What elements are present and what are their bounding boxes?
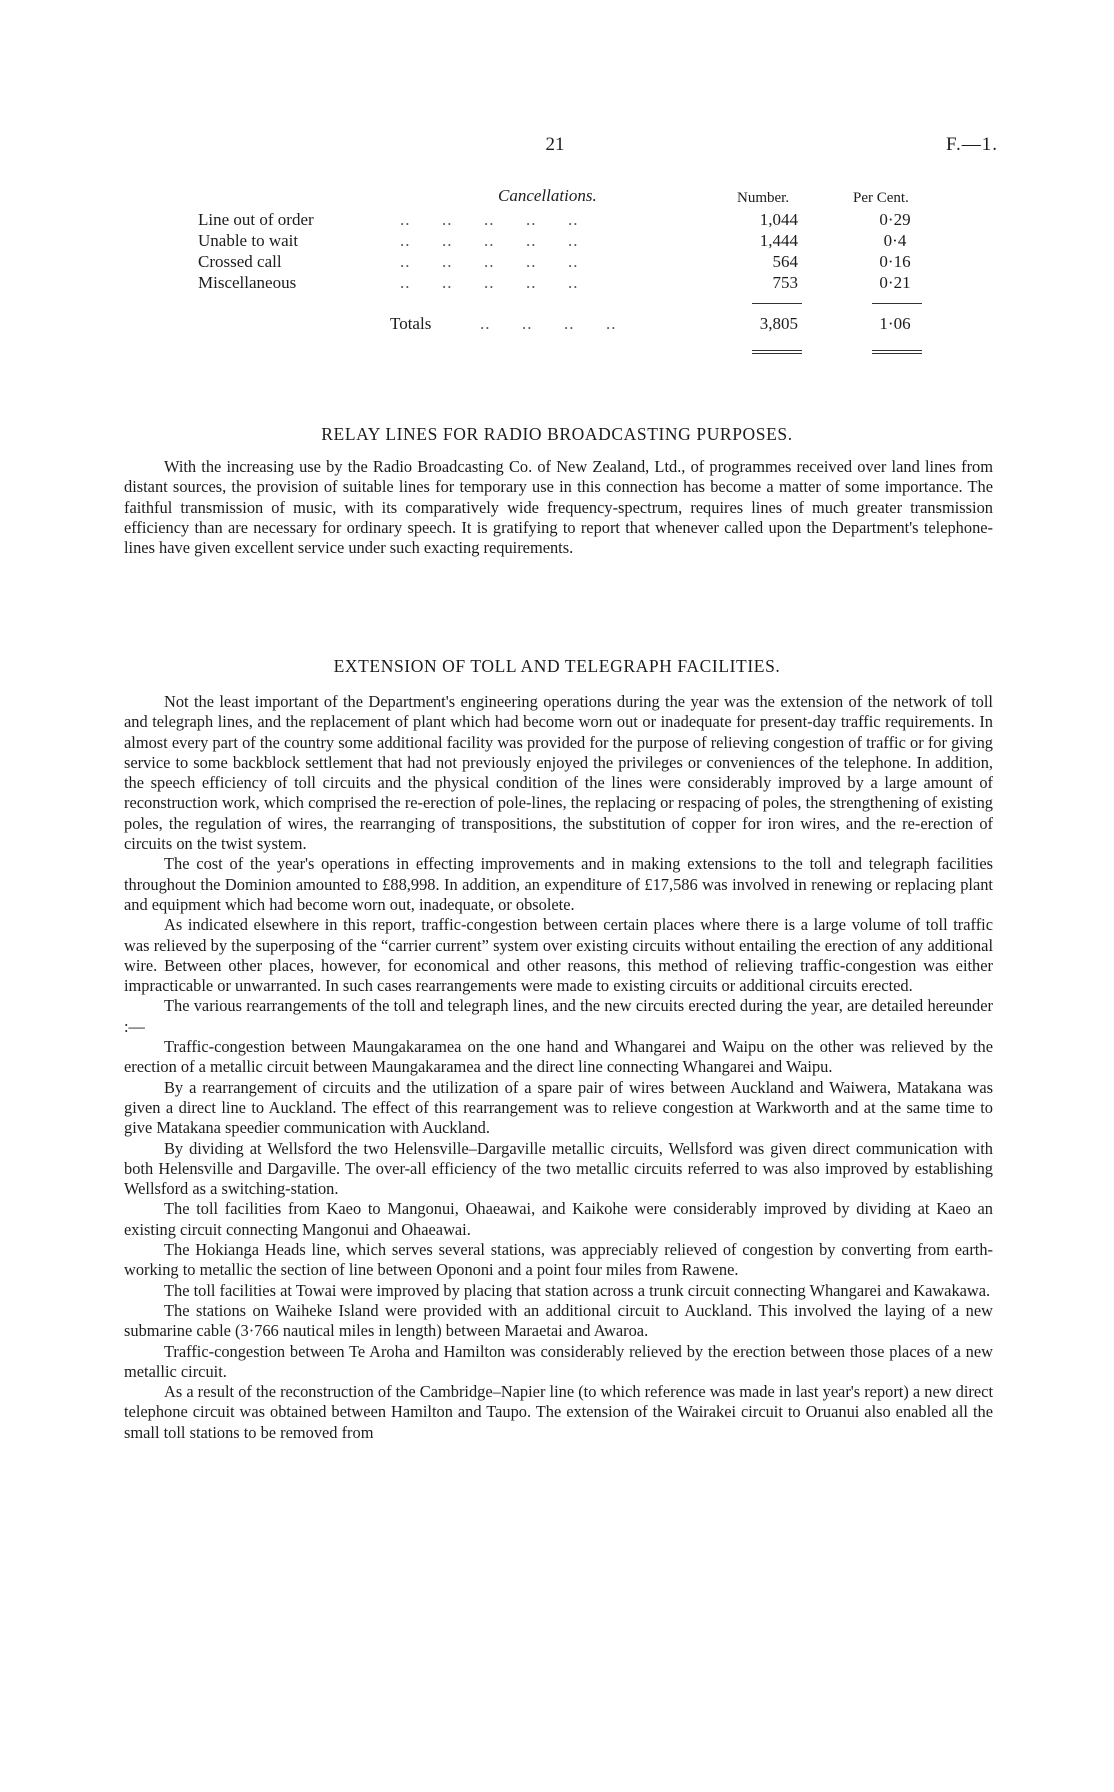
- row-percent: 0·4: [883, 231, 907, 250]
- paragraph: As indicated elsewhere in this report, traffic-congestion between certain places where there is a large volume of toll traffic was relieved by the superposing of the “carrier current” system over existing circuits without entailing the erection of any additional wire. Between other places, however, for economical and other reasons, this method of relieving traffic-congestion was either impracticable or unwarranted. In such cases rearrangements were made to existing circuits or additional circuits erected.: [124, 915, 993, 996]
- totals-percent: 1·06: [879, 314, 911, 333]
- paragraph: Traffic-congestion between Maungakaramea on the one hand and Whangarei and Waipu on the other was relieved by the erection of a metallic circuit between Maungakaramea and the direct line connecting Whangarei and Waipu.: [124, 1037, 993, 1077]
- paragraph: Traffic-congestion between Te Aroha and Hamilton was considerably relieved by the erection between those places of a new metallic circuit.: [124, 1341, 993, 1381]
- table-title: Cancellations.: [498, 186, 597, 205]
- section-heading-relay-lines: RELAY LINES FOR RADIO BROADCASTING PURPOSES.: [321, 424, 793, 444]
- paragraph: The toll facilities from Kaeo to Mangonui, Ohaeawai, and Kaikohe were considerably improved by dividing at Kaeo an existing circuit connecting Mangonui and Ohaeawai.: [124, 1199, 993, 1239]
- subtotal-rule: [752, 303, 802, 304]
- paragraph: The Hokianga Heads line, which serves several stations, was appreciably relieved of congestion by converting from earth-working to metallic the section of line between Opononi and a point four miles from Rawene.: [124, 1240, 993, 1280]
- page-number: 21: [545, 134, 565, 155]
- total-rule: [872, 350, 922, 351]
- column-header-percent: Per Cent.: [853, 190, 909, 206]
- section-body-relay-lines: [124, 457, 993, 558]
- section-heading-toll-extension: EXTENSION OF TOLL AND TELEGRAPH FACILITIES.: [333, 656, 781, 676]
- leader-dots: .. .. .. .. ..: [400, 252, 579, 271]
- leader-dots: .. .. .. .. ..: [400, 210, 579, 229]
- totals-label: Totals: [390, 314, 432, 333]
- paragraph: The cost of the year's operations in effecting improvements and in making extensions to the toll and telegraph facilities throughout the Dominion amounted to £88,998. In addition, an expenditure of £17,586 was involved in renewing or replacing plant and equipment which had become worn out, inadequate, or obsolete.: [124, 854, 993, 914]
- row-number: 1,044: [759, 210, 798, 229]
- table-row: [0, 252, 1114, 272]
- leader-dots: .. .. .. ..: [480, 314, 617, 333]
- row-label: Unable to wait: [198, 231, 299, 250]
- row-label: Line out of order: [198, 210, 314, 229]
- totals-number: 3,805: [759, 314, 798, 333]
- section-body-toll-extension: [124, 692, 993, 1443]
- paragraph: With the increasing use by the Radio Broadcasting Co. of New Zealand, Ltd., of programmes received over land lines from distant sources, the provision of suitable lines for temporary use in this connection has become a matter of some importance. The faithful transmission of music, with its comparatively wide frequency-spectrum, requires lines of much greater transmission efficiency than are necessary for ordinary speech. It is gratifying to report that whenever called upon the Department's telephone-lines have given excellent service under such exacting requirements.: [124, 457, 993, 558]
- paragraph: The stations on Waiheke Island were provided with an additional circuit to Auckland. This involved the laying of a new submarine cable (3·766 nautical miles in length) between Maraetai and Awaroa.: [124, 1300, 993, 1341]
- paragraph: By a rearrangement of circuits and the utilization of a spare pair of wires between Auckland and Waiwera, Matakana was given a direct line to Auckland. The effect of this rearrangement was to relieve congestion at Warkworth and at the same time to give Matakana speedier communication with Auckland.: [124, 1077, 993, 1138]
- paragraph: By dividing at Wellsford the two Helensville–Dargaville metallic circuits, Wellsford was given direct communication with both Helensville and Dargaville. The over-all efficiency of the two metallic circuits referred to was also improved by establishing Wellsford as a switching-station.: [124, 1138, 993, 1199]
- row-label: Crossed call: [198, 252, 282, 271]
- row-label: Miscellaneous: [198, 273, 297, 292]
- subtotal-rule: [872, 303, 922, 304]
- document-code: F.—1.: [945, 134, 998, 155]
- totals-row: [0, 314, 1114, 334]
- total-rule: [752, 353, 802, 354]
- row-percent: 0·21: [879, 273, 911, 292]
- total-rule: [752, 350, 802, 351]
- leader-dots: .. .. .. .. ..: [400, 231, 579, 250]
- table-row: [0, 231, 1114, 251]
- row-number: 753: [772, 273, 798, 292]
- paragraph: Not the least important of the Department's engineering operations during the year was the extension of the network of toll and telegraph lines, and the replacement of plant which had become worn out or inadequate for present-day traffic requirements. In almost every part of the country some additional facility was provided for the purpose of relieving congestion of traffic or for giving service to some backblock settlement that had not previously enjoyed the privileges or conveniences of the telephone. In addition, the speech efficiency of toll circuits and the physical condition of the lines were considerably improved by a large amount of reconstruction work, which comprised the re-erection of pole-lines, the replacing or respacing of poles, the strengthening of existing poles, the regulation of wires, the rearranging of transpositions, the substitution of copper for iron wires, and the re-erection of circuits on the twist system.: [124, 692, 993, 854]
- table-row: [0, 273, 1114, 293]
- row-percent: 0·16: [879, 252, 911, 271]
- leader-dots: .. .. .. .. ..: [400, 273, 579, 292]
- paragraph: The toll facilities at Towai were improved by placing that station across a trunk circuit connecting Whangarei and Kawakawa.: [164, 1280, 991, 1300]
- row-number: 564: [772, 252, 798, 271]
- row-number: 1,444: [759, 231, 798, 250]
- total-rule: [872, 353, 922, 354]
- paragraph: The various rearrangements of the toll and telegraph lines, and the new circuits erected during the year, are detailed hereunder :—: [124, 996, 993, 1036]
- row-percent: 0·29: [879, 210, 911, 229]
- table-row: [0, 210, 1114, 230]
- paragraph: As a result of the reconstruction of the Cambridge–Napier line (to which reference was made in last year's report) a new direct telephone circuit was obtained between Hamilton and Taupo. The extension of the Wairakei circuit to Oruanui also enabled all the small toll stations to be removed from: [124, 1382, 993, 1442]
- column-header-number: Number.: [737, 190, 790, 206]
